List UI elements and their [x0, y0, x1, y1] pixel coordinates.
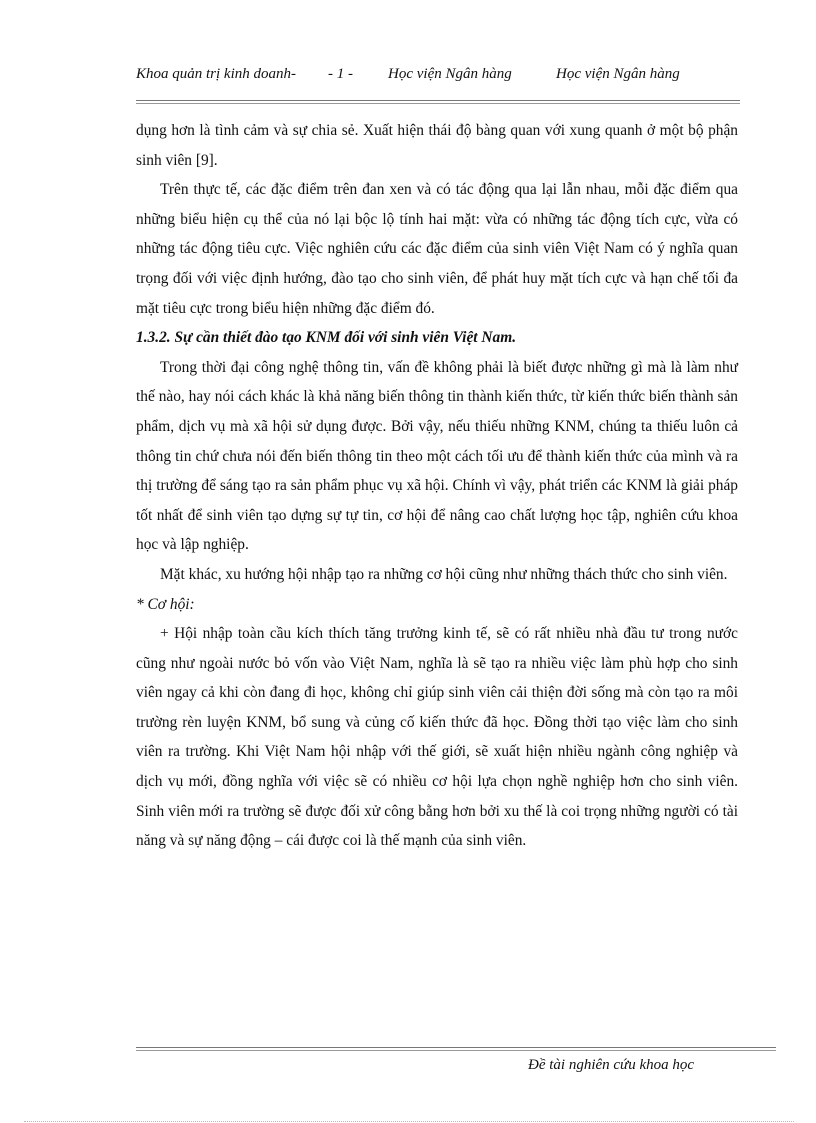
paragraph: + Hội nhập toàn cầu kích thích tăng trưởng kinh tế, sẽ có rất nhiều nhà đầu tư trong nước cũng như ngoài nước bỏ vốn vào Việt Nam, nghĩa là sẽ tạo ra nhiều việc làm phù hợp cho sinh viên ngay cả khi còn đang đi học, không chỉ giúp sinh viên cải thiện đời sống mà còn tạo ra môi trường rèn luyện KNM, bổ sung và củng cố kiến thức đã học. Đồng thời tạo việc làm cho sinh viên ra trường. Khi Việt Nam hội nhập với thế giới, sẽ xuất hiện nhiều ngành công nghiệp và dịch vụ mới, đồng nghĩa với việc sẽ có nhiều cơ hội lựa chọn nghề nghiệp hơn cho sinh viên. Sinh viên mới ra trường sẽ được đối xử công bằng hơn bởi xu thế là coi trọng những người có tài năng và sự năng động – cái được coi là thế mạnh của sinh viên.: [136, 625, 738, 850]
footer-rule: [136, 1047, 776, 1051]
footer-title: Đề tài nghiên cứu khoa học: [528, 1057, 695, 1073]
header-institute-repeat: Học viện Ngân hàng: [556, 66, 680, 82]
header-page-number: - 1 -: [328, 66, 353, 82]
paragraph: Mặt khác, xu hướng hội nhập tạo ra những cơ hội cũng như những thách thức cho sinh viên.: [160, 565, 728, 583]
paragraph: dụng hơn là tình cảm và sự chia sẻ. Xuất hiện thái độ bàng quan với xung quanh ở một bộ phận sinh viên [9].: [136, 122, 738, 169]
page-edge-dots: [24, 1121, 794, 1122]
subheading: * Cơ hội:: [136, 595, 195, 613]
header-rule: [136, 100, 740, 104]
page-body: [136, 116, 738, 856]
header-institute: Học viện Ngân hàng: [388, 66, 512, 82]
header-department: Khoa quản trị kinh doanh-: [136, 66, 296, 82]
page-header: [136, 66, 736, 83]
paragraph: Trên thực tế, các đặc điểm trên đan xen và có tác động qua lại lẫn nhau, mỗi đặc điểm qua những biểu hiện cụ thể của nó lại bộc lộ tính hai mặt: vừa có những tác động tích cực, vừa có những tác động tiêu cực. Việc nghiên cứu các đặc điểm của sinh viên Việt Nam có ý nghĩa quan trọng đối với việc định hướng, đào tạo cho sinh viên, để phát huy mặt tích cực và hạn chế tối đa mặt tiêu cực trong biểu hiện những đặc điểm đó.: [136, 181, 738, 317]
section-heading: 1.3.2. Sự cần thiết đào tạo KNM đối với sinh viên Việt Nam.: [136, 329, 517, 347]
paragraph: Trong thời đại công nghệ thông tin, vấn đề không phải là biết được những gì mà là làm như thế nào, hay nói cách khác là khả năng biến thông tin thành kiến thức, từ kiến thức biến thành sản phẩm, dịch vụ mà xã hội sử dụng được. Bởi vậy, nếu thiếu những KNM, chúng ta thiếu luôn cả thông tin chứ chưa nói đến biến thông tin theo một cách tối ưu để thành kiến thức của mình và ra thị trường để sáng tạo ra sản phẩm phục vụ xã hội. Chính vì vậy, phát triển các KNM là giải pháp tốt nhất để sinh viên tạo dựng sự tự tin, cơ hội để nâng cao chất lượng học tập, nghiên cứu khoa học và lập nghiệp.: [136, 358, 738, 554]
